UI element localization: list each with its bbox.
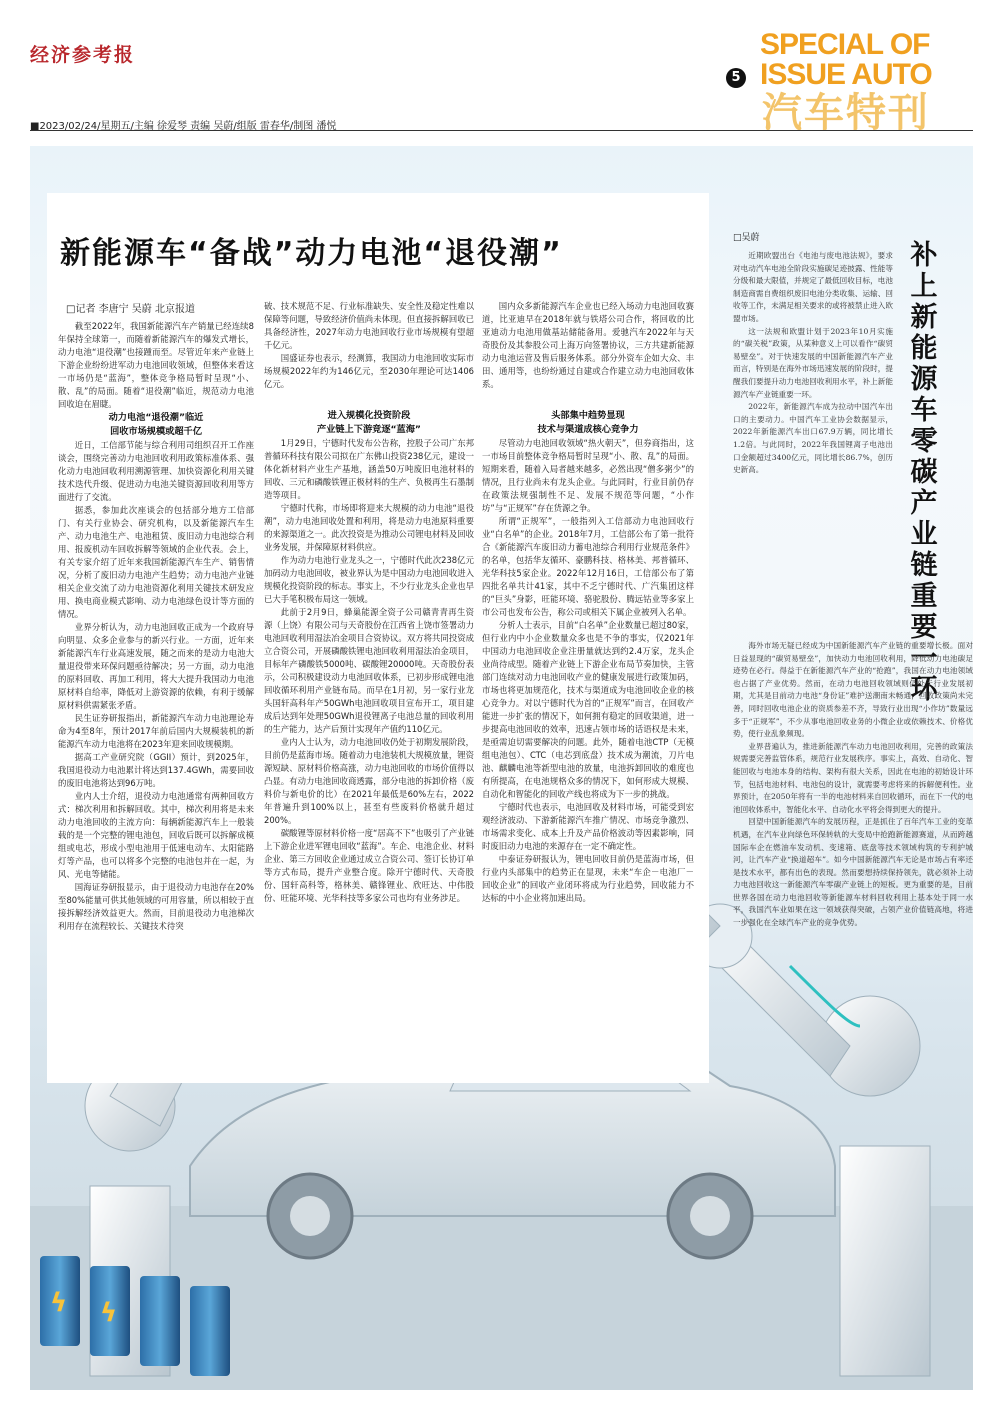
paragraph: 据悉，参加此次座谈会的包括部分地方工信部门、有关行业协会、研究机构，以及新能源汽车生产、动力电池生产、电池租赁、废旧动力电池综合利用、报废机动车回收拆解等领域的企业代表。会上，有关专家介绍了近年来我国新能源汽车生产、销售情况，分析了废旧动力电池产生趋势；动力电池产业链相关企业交流了动力电池资源化利用关键技术研发应用、换电商业模式影响、动力电池绿色设计等方面的情况。 [58,505,254,619]
paragraph: 尽管动力电池回收领域“热火朝天”，但券商指出，这一市场目前整体竞争格局暂时呈现“小、散、乱”的局面。短期来看，随着入局者越来越多，必然出现“僧多粥少”的情况，且行业尚未有龙头企业。与此同时，行业目前仍存在政策法规强制性不足、发展不规范等问题，“小作坊”与“正规军”存在货源之争。 [482,438,694,513]
paragraph: 据高工产业研究院（GGII）预计，到2025年，我国退役动力电池累计将达到137.4GWh，需要回收的废旧电池将达到96万吨。 [58,752,254,788]
article-column-3 [482,300,694,1080]
paragraph: 业界分析认为，动力电池回收正成为一个政府导向明显、众多企业参与的新兴行业。一方面，近年来新能源汽车行业高速发展，随之而来的是动力电池大量退役带来环保问题亟待解决；另一方面，动力电池的原料回收、再加工利用，将大大提升我国动力电池原材料自给率，降低对上游资源的依赖，有利于缓解原材料供需紧张矛盾。 [58,622,254,710]
paragraph: 宁德时代称，市场即将迎来大规模的动力电池“退役潮”，动力电池回收处置和利用，将是动力电池原料重要的来源渠道之一。此次投资是为推动公司锂电材料及回收业务发展，并保障原材料供应。 [264,503,474,552]
paragraph: 这一法规和欧盟计划于2023年10月实施的“碳关税”政策，从某种意义上可以看作“碳贸易壁垒”。对于快速发展的中国新能源汽车产业而言，特别是在海外市场迅速发展的阶段时，提醒我们要提升动力电池回收利用水平，补上新能源汽车产业链重要一环。 [733,326,893,399]
section-subhead: 头部集中趋势显现 技术与渠道成核心竞争力 [537,410,639,435]
special-cn-title: 汽车特刊 [762,90,930,134]
side-author: □吴蔚 [733,233,760,243]
special-issue-logo [760,22,975,134]
side-column-bottom [733,640,973,940]
paragraph: 破、技术规范不足、行业标准缺失、安全性及稳定性难以保障等问题，导致经济价值尚未体现。但直接拆解回收已具备经济性，2027年动力电池回收行业市场规模有望超千亿元。 [264,301,474,350]
svg-text:ϟ: ϟ [50,1288,68,1318]
paragraph: 业内人士认为，动力电池回收仍处于初期发展阶段，目前仍是蓝海市场。随着动力电池装机大规模放量，锂资源短缺、原材料价格高涨，动力电池回收的市场价值得以凸显。有动力电池回收商透露，部分电池的拆卸价格（废料价与新电价的比）在2021年最低是60%左右，2022年普遍升到100%以上，甚至有些废料价格就升超过200%。 [264,737,474,825]
article-column-1 [58,320,254,1080]
paragraph: 民生证券研报指出，新能源汽车动力电池理论寿命为4至8年，预计2017年前后国内大规模装机的新能源汽车动力电池将在2023年迎来回收规模期。 [58,713,254,749]
paragraph: 国内众多新能源汽车企业也已经入场动力电池回收赛道，比亚迪早在2018年就与铁塔公司合作，将回收的比亚迪动力电池用做基站储能备用。爱驰汽车2022年与天奇股份及其参股公司上海万向签署协议，三方共建新能源动力电池运营及售后服务体系。部分外资车企如大众、丰田、通用等，也纷纷通过自建或合作建立动力电池回收体系。 [482,301,694,389]
paragraph: 分析人士表示，目前“白名单”企业数量已超过80家，但行业内中小企业数量众多也是不争的事实，仅2021年中国动力电池回收企业注册量就达到约2.4万家，龙头企业尚待成型。随着产业链上下游企业布局节奏加快，主管部门连续对动力电池回收产业的健康发展进行政策加码，市场也将更加规范化，技术与渠道成为电池回收企业的核心竞争力。对以宁德时代为首的“正规军”而言，在回收产能进一步扩张的情况下，如何拥有稳定的回收渠道，进一步提高电池回收的效率，迅速占领市场的话语权是未来，是亟需迫切需要解决的问题。此外，随着电池CTP（无模组电池包）、CTC（电芯到底盘）技术成为潮流，刀片电池、麒麟电池等新型电池的放量，电池拆卸回收的难度也有所提高，在电池规格众多的情况下，如何形成大规模、自动化和智能化的回收产线也将成为下一步的挑战。 [482,620,694,799]
paragraph: 海外市场无疑已经成为中国新能源汽车产业链的重要增长极。面对日益显现的“碳贸易壁垒”，加快动力电池回收利用，降低动力电池碳足迹势在必行。得益于在新能源汽车产业的“抢跑”，我国在动力电池领域也占据了产业优势。然而，在动力电池回收领域则仍处于行业发展初期，尤其是目前动力电池“身份证”难护送潮南未畅通，回收政策尚未完善，同时回收电池企业的资质参差不齐，导致行业出现“小作坊”数量远多于“正规军”，不少从事电池回收业务的小微企业或依赖技术、价格优势，使行业乱象频现。 [733,641,973,739]
paragraph: 截至2022年，我国新能源汽车产销量已经连续8年保持全球第一，而随着新能源汽车的爆发式增长，动力电池“退役潮”也接踵而至。尽管近年来产业链上下游企业纷纷进军动力电池回收领域，但整体来看这一市场仍是“蓝海”，整体竞争格局暂时呈现“小、散、乱”的局面。随着“退役潮”临近，规范动力电池回收迫在眉睫。 [58,321,254,409]
masthead-logo: 经济参考报 [30,44,136,66]
paragraph: 此前于2月9日，蜂巢能源全资子公司赣青青再生资源（上饶）有限公司与天奇股份在江西省上饶市签署动力电池回收利用湿法冶金项目合资协议。双方将共同投资成立合资公司，开展磷酸铁锂电池回收利用湿法冶金项目，目标年产磷酸铁5000吨、碳酸锂20000吨。天奇股份表示，公司积极建设动力电池回收体系，已初步形成锂电池回收循环利用产业链布局。而早在1月初，另一家行业龙头国轩高科年产50GWh电池回收项目宣布开工，项目建成后达到年处理50GWh退役锂离子电池总量的回收利用的生产能力，达产后预计实现年产值约110亿元。 [264,607,474,734]
paragraph: 2022年，新能源汽车成为拉动中国汽车出口的主要动力。中国汽车工业协会数据显示，2022年新能源汽车出口67.9万辆，同比增长1.2倍。与此同时，2022年我国锂离子电池出口金额超过3400亿元，同比增长86.7%，创历史新高。 [733,402,893,475]
page-number-badge: 5 [726,68,746,88]
paragraph: 碳酸锂等原材料价格一度“居高不下”也吸引了产业链上下游企业进军锂电回收“蓝海”。车企、电池企业、材料企业、第三方回收企业通过成立合资公司、签订长协订单等方式布局，提升产业整合度。除开宁德时代、天奇股份、国轩高科等，格林美、赣锋锂业、欣旺达、中伟股份、旺能环境、光华科技等多家公司也均有业务涉足。 [264,828,474,903]
section-subhead: 进入规模化投资阶段 产业链上下游竞逐“蓝海” [317,410,421,435]
paragraph: 所谓“正规军”，一般指列入工信部动力电池回收行业“白名单”的企业。2018年7月，工信部公布了第一批符合《新能源汽车废旧动力蓄电池综合利用行业规范条件》的名单，包括华友循环、豪鹏科技、格林美、邦普循环、光华科技5家企业。2022年12月16日，工信部公布了第四批名单共计41家，其中不乏宁德时代、广汽集团这样的“巨头”身影，旺能环境、骆驼股份、腾远钴业等多家上市公司也发布公告，称公司或相关下属企业被列入名单。 [482,516,694,617]
side-column-top [733,250,893,635]
paragraph: 中泰证券研报认为，锂电回收目前仍是蓝海市场，但行业内头部集中的趋势正在显现，未来“车企－电池厂－回收企业”的回收产业闭环将成为行业趋势，回收能力不达标的中小企业将加速出局。 [482,854,694,903]
special-line1: SPECIAL OF [760,28,930,61]
paragraph: 业界普遍认为，推进新能源汽车动力电池回收利用，完善的政策法规需要完善监管体系，规范行业发展秩序。事实上，高效、自动化、智能回收与电池本身的结构、架构有很大关系，因此在电池的初始设计环节，包括电池材料、电池包的设计，就需要考虑将来的拆解便利性。业界预计，在2050年将有一半的电池材料来自回收循环，而在下一代的电池回收体系中，智能化水平、自动化水平将会得到更大的提升。 [733,741,973,814]
paragraph: 近期欧盟出台《电池与废电池法规》，要求对电动汽车电池全阶段实施碳足迹披露、性能等分级和最大限值，并规定了最低回收目标，电池制造商需自费组织废旧电池分类收集、运输、回收等工作，未满足相关要求的或将被禁止进入欧盟市场。 [733,251,893,323]
paragraph: 近日，工信部节能与综合利用司组织召开工作座谈会，围绕完善动力电池回收利用政策标准体系、强化动力电池回收利用溯源管理、加快资源化利用关键技术迭代升级、促进动力电池关键资源回收利用等方面进行了交流。 [58,440,254,502]
special-line2: ISSUE AUTO [760,58,932,91]
dateline: ■2023/02/24/星期五/主编 徐爱琴 责编 吴蔚/组版 雷春华/制图 潘悦 [30,121,337,132]
paragraph: 国海证券研报显示，由于退役动力电池存在20%至80%能量可供其他领域的可用容量，所以相较于直接拆解经济效益更大。然而，目前退役动力电池梯次利用存在流程较长、关键技术待突 [58,882,254,931]
article-byline: □记者 李唐宁 吴蔚 北京报道 [66,304,195,315]
paragraph: 回望中国新能源汽车的发展历程，正是抓住了百年汽车工业的变革机遇，在汽车业向绿色环保转轨的大变局中抢跑新能源赛道，从而跨越国际车企在燃油车发动机、变速箱、底盘等技术领域构筑的专利护城河，让汽车产业“换道超车”。如今中国新能源汽车无论是市场占有率还是技术水平，都有出色的表现。然而要想持续保持领先，就必须补上动力电池回收这一新能源汽车零碳产业链上的短板。更为重要的是，目前世界各国在动力电池回收等新能源车材料回收利用上基本处于同一水平，我国汽车业如果在这一领域获得突破，占领产业价值链高地，将进一步强化在全球汽车产业的竞争优势。 [733,817,973,928]
article-column-2 [264,300,474,1080]
paragraph: 1月29日，宁德时代发布公告称，控股子公司广东邦普循环科技有限公司拟在广东佛山投资238亿元，建设一体化新材料产业生产基地，涵盖50万吨废旧电池材料的回收、三元和磷酸铁锂正极材料的生产、负极再生石墨制造等项目。 [264,438,474,500]
header-rule [30,130,973,131]
side-vertical-title: 补上新能源车零碳产业链重要一环 [910,240,938,705]
paragraph: 业内人士介绍，退役动力电池通常有两种回收方式：梯次利用和拆解回收。其中，梯次利用将是未来动力电池回收的主流方向：每辆新能源汽车上一般装载的是一个完整的锂电池包，回收后既可以拆解成模组或电芯，形成小型电池用于低速电动车、太阳能路灯等产品，也可以将多个完整的电池包并在一起，为风、光电等储能。 [58,791,254,879]
section-subhead: 动力电池“退役潮”临近 回收市场规模或超千亿 [108,412,204,437]
svg-text:ϟ: ϟ [100,1298,118,1328]
paragraph: 作为动力电池行业龙头之一，宁德时代此次238亿元加码动力电池回收，被业界认为是中国动力电池回收进入规模化投资阶段的标志。事实上，不少行业龙头企业也早已大手笔积极布局这一领域。 [264,555,474,604]
paragraph: 国盛证券也表示，经测算，我国动力电池回收实际市场规模2022年约为146亿元，至2030年理论可达1406亿元。 [264,353,474,389]
paragraph: 宁德时代也表示，电池回收及材料市场，可能受到宏观经济波动、下游新能源汽车推广情况、市场竞争激烈、市场需求变化、成本上升及产品价格波动等因素影响，同时废旧动力电池的来源存在一定不确定性。 [482,802,694,851]
article-headline: 新能源车“备战”动力电池“退役潮” [60,236,563,271]
